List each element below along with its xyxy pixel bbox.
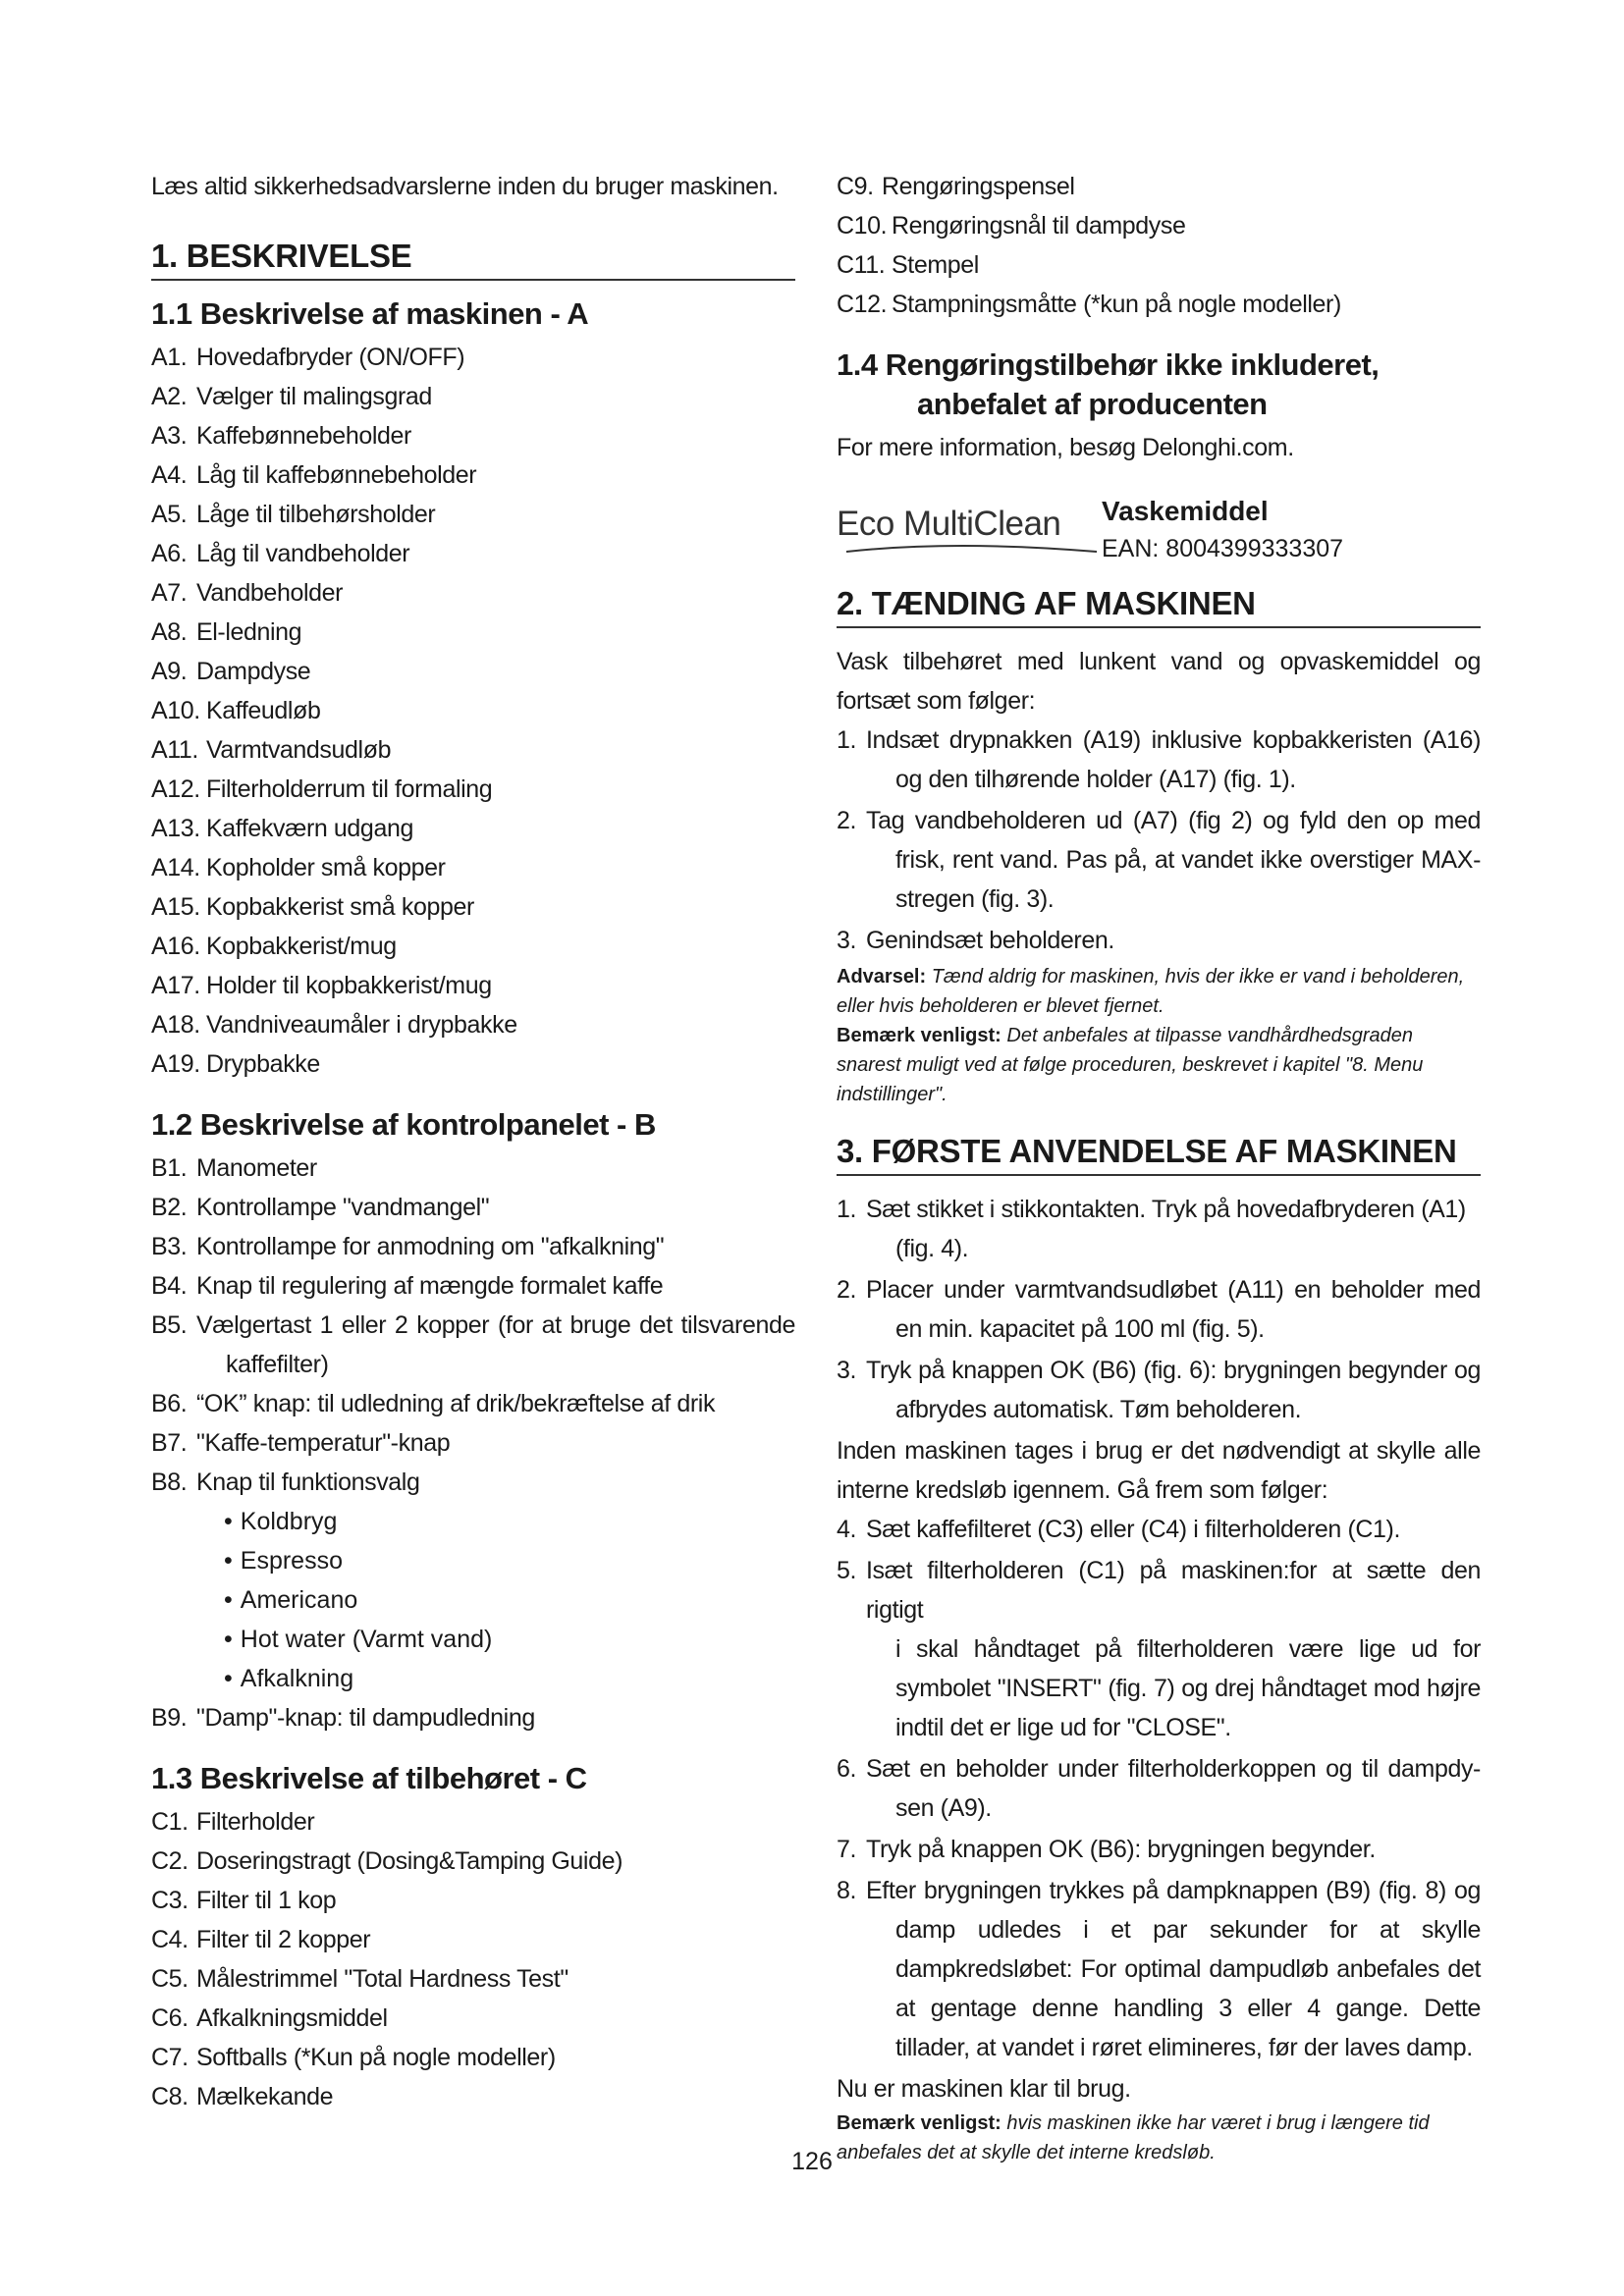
step-item: 1. Indsæt drypnakken (A19) inklusive kopbakkeristen (A16) og den tilhørende holder (A17) (fig. 1). — [837, 726, 1481, 793]
list-item: C3. Filter til 1 kop — [151, 1887, 337, 1914]
step-item: 3. Genindsæt beholderen. — [837, 927, 1114, 954]
list-item: C12. Stampningsmåtte (*kun på nogle modeller) — [837, 291, 1341, 318]
list-item: B6. “OK” knap: til udledning af drik/bekræftelse af drik — [151, 1390, 716, 1417]
list-item: A17. Holder til kopbakkerist/mug — [151, 972, 492, 999]
section-3-heading: 3. FØRSTE ANVENDELSE AF MASKINEN — [837, 1133, 1481, 1176]
swoosh-icon — [837, 493, 1102, 561]
list-item: A3. Kaffebønnebeholder — [151, 422, 411, 450]
intro-text: Læs altid sikkerhedsadvarslerne inden du bruger maskinen. — [151, 173, 779, 200]
product-ean: EAN: 8004399333307 — [1102, 535, 1344, 562]
attention-note: Bemærk venligst: Det anbefales at tilpasse vandhårdhedsgraden snarest muligt ved at følge proceduren, beskrevet i kapitel "8. Menu indstillinger". — [837, 1025, 1424, 1105]
section-1-4-heading-line1: 1.4 Rengøringstilbehør ikke inkluderet, — [837, 347, 1380, 382]
machine-parts-list — [151, 338, 795, 1084]
bullet-item: • Espresso — [151, 1541, 795, 1580]
step-item: 5. Isæt filterholderen (C1) på maskinen:for at sætte den rigtigt i skal håndtaget på filterholderen være lige ud for symbolet "INSERT" (fig. 7) og drej håndtaget mod højre indtil det er lige ud for "CLOSE". — [837, 1557, 1481, 1741]
list-item: B5. Vælgertast 1 eller 2 kopper (for at bruge det tilsvarende kaffefilter) — [151, 1311, 795, 1378]
section-2-heading: 2. TÆNDING AF MASKINEN — [837, 585, 1481, 628]
bullet-item: • Afkalkning — [151, 1659, 795, 1698]
list-item: A11. Varmtvandsudløb — [151, 736, 392, 764]
section-1-heading: 1. BESKRIVELSE — [151, 238, 795, 281]
left-column — [151, 167, 795, 2116]
eco-multiclean-logo — [837, 493, 1102, 561]
list-item: A19. Drypbakke — [151, 1050, 320, 1078]
list-item: A14. Kopholder små kopper — [151, 854, 446, 881]
list-item: C4. Filter til 2 kopper — [151, 1926, 371, 1953]
warning-note: Advarsel: Tænd aldrig for maskinen, hvis der ikke er vand i beholderen, eller hvis beholderen er blevet fjernet. — [837, 966, 1465, 1017]
list-item: C10. Rengøringsnål til dampdyse — [837, 212, 1186, 240]
list-item: B2. Kontrollampe "vandmangel" — [151, 1194, 490, 1221]
accessories-list-continued — [837, 167, 1481, 324]
step-item: 1. Sæt stikket i stikkontakten. Tryk på hovedafbryderen (A1) (fig. 4). — [837, 1196, 1466, 1262]
step-item: 8. Efter brygningen trykkes på dampknappen (B9) (fig. 8) og damp udledes i et par sekunder for at skylle dampkredsløbet: For optimal dampudløb anbefales det at gentage denne handling 3 eller 4 gange. Dette tillader, at vandet i røret elimineres, før der laves damp. — [837, 1877, 1481, 2061]
list-item: B3. Kontrollampe for anmodning om "afkalkning" — [151, 1233, 665, 1260]
section-2-steps — [837, 721, 1481, 960]
list-item: A7. Vandbeholder — [151, 579, 344, 607]
bullet-item: • Americano — [151, 1580, 795, 1620]
list-item: A10. Kaffeudløb — [151, 697, 321, 724]
step-item: 6. Sæt en beholder under filterholderkoppen og til dampdy- sen (A9). — [837, 1755, 1481, 1822]
step-item: 2. Tag vandbeholderen ud (A7) (fig 2) og fyld den op med frisk, rent vand. Pas på, at vandet ikke overstiger MAX-stregen (fig. 3). — [837, 807, 1481, 913]
section-1-3-heading: 1.3 Beskrivelse af tilbehøret - C — [151, 1761, 587, 1795]
step-item: 7. Tryk på knappen OK (B6): brygningen begynder. — [837, 1836, 1376, 1863]
step-item: 2. Placer under varmtvandsudløbet (A11) en beholder med en min. kapacitet på 100 ml (fig. 5). — [837, 1276, 1481, 1343]
list-item: B7. "Kaffe-temperatur"-knap — [151, 1429, 451, 1457]
list-item: B9. "Damp"-knap: til dampudledning — [151, 1704, 535, 1732]
step-item: 3. Tryk på knappen OK (B6) (fig. 6): brygningen begynder og afbrydes automatisk. Tøm beholderen. — [837, 1357, 1481, 1423]
list-item: A16. Kopbakkerist/mug — [151, 933, 397, 960]
eco-multiclean-block — [837, 493, 1481, 567]
list-item: C1. Filterholder — [151, 1808, 315, 1836]
list-item: A18. Vandniveaumåler i drypbakke — [151, 1011, 517, 1039]
list-item: A15. Kopbakkerist små kopper — [151, 893, 474, 921]
list-item: A2. Vælger til malingsgrad — [151, 383, 432, 410]
list-item: A13. Kaffekværn udgang — [151, 815, 413, 842]
section-1-4-heading — [837, 346, 1481, 424]
list-item: B4. Knap til regulering af mængde formalet kaffe — [151, 1272, 664, 1300]
section-1-1-heading: 1.1 Beskrivelse af maskinen - A — [151, 296, 589, 331]
section-3-steps-a — [837, 1190, 1481, 1429]
list-item: A9. Dampdyse — [151, 658, 311, 685]
list-item: C11. Stempel — [837, 251, 979, 279]
list-item: A8. El-ledning — [151, 618, 302, 646]
final-note: Bemærk venligst: hvis maskinen ikke har været i brug i længere tid anbefales det at skylle det interne kredsløb. — [837, 2112, 1430, 2163]
list-item: A5. Låge til tilbehørsholder — [151, 501, 436, 528]
product-name: Vaskemiddel — [1102, 496, 1269, 526]
list-item: B1. Manometer — [151, 1154, 317, 1182]
step-item: 4. Sæt kaffefilteret (C3) eller (C4) i filterholderen (C1). — [837, 1516, 1400, 1543]
list-item: C8. Mælkekande — [151, 2083, 334, 2110]
section-3-middle-text: Inden maskinen tages i brug er det nødvendigt at skylle alle interne kredsløb igennem. Gå frem som følger: — [837, 1437, 1481, 1504]
ready-text: Nu er maskinen klar til brug. — [837, 2075, 1131, 2103]
list-item: C9. Rengøringspensel — [837, 173, 1075, 200]
more-info-text: For mere information, besøg Delonghi.com. — [837, 434, 1294, 461]
section-2-intro: Vask tilbehøret med lunkent vand og opvaskemiddel og fortsæt som følger: — [837, 648, 1481, 715]
control-panel-list — [151, 1148, 795, 1737]
section-3-steps-b — [837, 1510, 1481, 2067]
list-item: B8. Knap til funktionsvalg — [151, 1468, 420, 1496]
page-number: 126 — [791, 2148, 833, 2175]
list-item: A12. Filterholderrum til formaling — [151, 775, 493, 803]
eco-multiclean-info — [1102, 493, 1343, 567]
list-item: A4. Låg til kaffebønnebeholder — [151, 461, 477, 489]
bullet-item: • Koldbryg — [151, 1502, 795, 1541]
accessories-list — [151, 1802, 795, 2116]
eco-multiclean-logo-text: Eco MultiClean — [837, 505, 1061, 543]
bullet-item: • Hot water (Varmt vand) — [151, 1620, 795, 1659]
list-item: C7. Softballs (*Kun på nogle modeller) — [151, 2044, 556, 2071]
right-column — [837, 167, 1481, 2167]
section-1-4-heading-line2: anbefalet af producenten — [917, 387, 1268, 421]
section-1-2-heading: 1.2 Beskrivelse af kontrolpanelet - B — [151, 1107, 656, 1142]
list-item: C5. Målestrimmel "Total Hardness Test" — [151, 1965, 568, 1993]
list-item: A6. Låg til vandbeholder — [151, 540, 410, 567]
list-item: A1. Hovedafbryder (ON/OFF) — [151, 344, 465, 371]
list-item: C2. Doseringstragt (Dosing&Tamping Guide) — [151, 1847, 623, 1875]
list-item: C6. Afkalkningsmiddel — [151, 2004, 388, 2032]
